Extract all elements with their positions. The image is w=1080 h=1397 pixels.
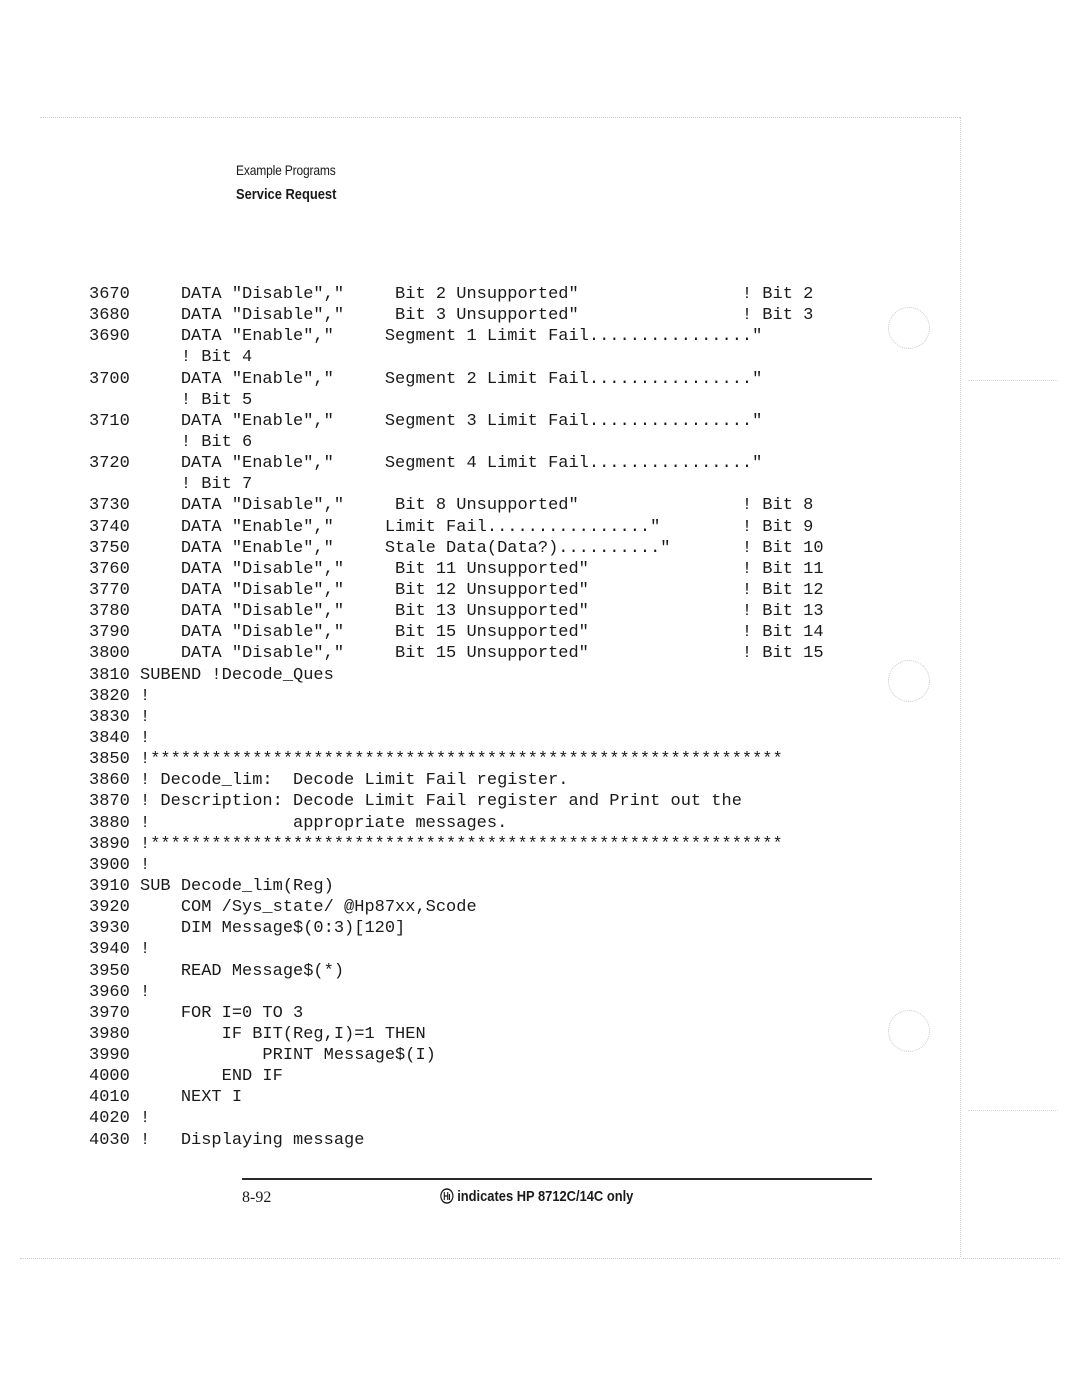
code-line: 3790 DATA "Disable"," Bit 15 Unsupported" ! Bit 14 xyxy=(89,623,824,643)
code-line: 3710 DATA "Enable"," Segment 3 Limit Fail................" xyxy=(89,411,763,431)
code-line: 3880 ! appropriate messages. xyxy=(89,813,508,833)
binder-hole xyxy=(888,660,930,702)
code-line: 3940 ! xyxy=(89,940,151,960)
code-listing xyxy=(89,284,824,1151)
code-line: 3930 DIM Message$(0:3)[120] xyxy=(89,919,406,939)
code-line: ! Bit 7 xyxy=(89,475,253,495)
binder-hole xyxy=(888,307,930,349)
code-line: 4010 NEXT I xyxy=(89,1088,243,1108)
code-line: 3820 ! xyxy=(89,686,151,706)
code-line: 3730 DATA "Disable"," Bit 8 Unsupported" ! Bit 8 xyxy=(89,496,814,516)
page-number: 8-92 xyxy=(242,1189,272,1206)
scan-mark xyxy=(968,380,1058,381)
code-line: 3860 ! Decode_lim: Decode Limit Fail register. xyxy=(89,771,569,791)
code-line: 3920 COM /Sys_state/ @Hp87xx,Scode xyxy=(89,898,477,918)
section-title: Example Programs xyxy=(236,162,336,178)
code-line: ! Bit 6 xyxy=(89,432,253,452)
code-line: 3810 SUBEND !Decode_Ques xyxy=(89,665,334,685)
code-line: 3670 DATA "Disable"," Bit 2 Unsupported" ! Bit 2 xyxy=(89,285,814,304)
code-line: 4030 ! Displaying message xyxy=(89,1130,365,1150)
code-line: 3770 DATA "Disable"," Bit 12 Unsupported" ! Bit 12 xyxy=(89,580,824,600)
code-line: 3740 DATA "Enable"," Limit Fail................" ! Bit 9 xyxy=(89,517,814,537)
code-line: 4020 ! xyxy=(89,1109,151,1129)
footer-note-text: indicates HP 8712C/14C only xyxy=(457,1188,634,1205)
code-line: 3890 !************************************************************** xyxy=(89,834,783,854)
code-line: 3870 ! Description: Decode Limit Fail register and Print out the xyxy=(89,792,742,812)
code-line: 3850 !************************************************************** xyxy=(89,750,783,770)
hp-logo-icon xyxy=(440,1188,454,1204)
code-line: 3680 DATA "Disable"," Bit 3 Unsupported" ! Bit 3 xyxy=(89,306,814,326)
code-line: 3840 ! xyxy=(89,728,151,748)
binder-hole xyxy=(888,1010,930,1052)
code-line: 3970 FOR I=0 TO 3 xyxy=(89,1003,304,1023)
footer-rule xyxy=(242,1178,872,1180)
scan-edge-right xyxy=(960,117,961,1257)
footer-note xyxy=(440,1188,633,1205)
code-line: 3980 IF BIT(Reg,I)=1 THEN xyxy=(89,1024,426,1044)
code-line: 3720 DATA "Enable"," Segment 4 Limit Fail................" xyxy=(89,454,763,474)
scan-edge-bottom xyxy=(20,1258,1060,1259)
code-line: 3950 READ Message$(*) xyxy=(89,961,345,981)
code-line: 3780 DATA "Disable"," Bit 13 Unsupported" ! Bit 13 xyxy=(89,602,824,622)
code-line: 3700 DATA "Enable"," Segment 2 Limit Fail................" xyxy=(89,369,763,389)
code-line: ! Bit 4 xyxy=(89,348,253,368)
code-line: 4000 END IF xyxy=(89,1067,283,1087)
code-line: 3990 PRINT Message$(I) xyxy=(89,1046,436,1066)
code-line: ! Bit 5 xyxy=(89,390,253,410)
code-line: 3760 DATA "Disable"," Bit 11 Unsupported" ! Bit 11 xyxy=(89,559,824,579)
code-line: 3690 DATA "Enable"," Segment 1 Limit Fail................" xyxy=(89,327,763,347)
code-line: 3960 ! xyxy=(89,982,151,1002)
code-line: 3900 ! xyxy=(89,855,151,875)
code-line: 3910 SUB Decode_lim(Reg) xyxy=(89,876,334,896)
code-line: 3750 DATA "Enable"," Stale Data(Data?).........." ! Bit 10 xyxy=(89,538,824,558)
scan-edge-top xyxy=(40,117,960,118)
subsection-title: Service Request xyxy=(236,186,337,203)
code-line: 3830 ! xyxy=(89,707,151,727)
code-line: 3800 DATA "Disable"," Bit 15 Unsupported" ! Bit 15 xyxy=(89,644,824,664)
scan-mark xyxy=(968,1110,1058,1111)
